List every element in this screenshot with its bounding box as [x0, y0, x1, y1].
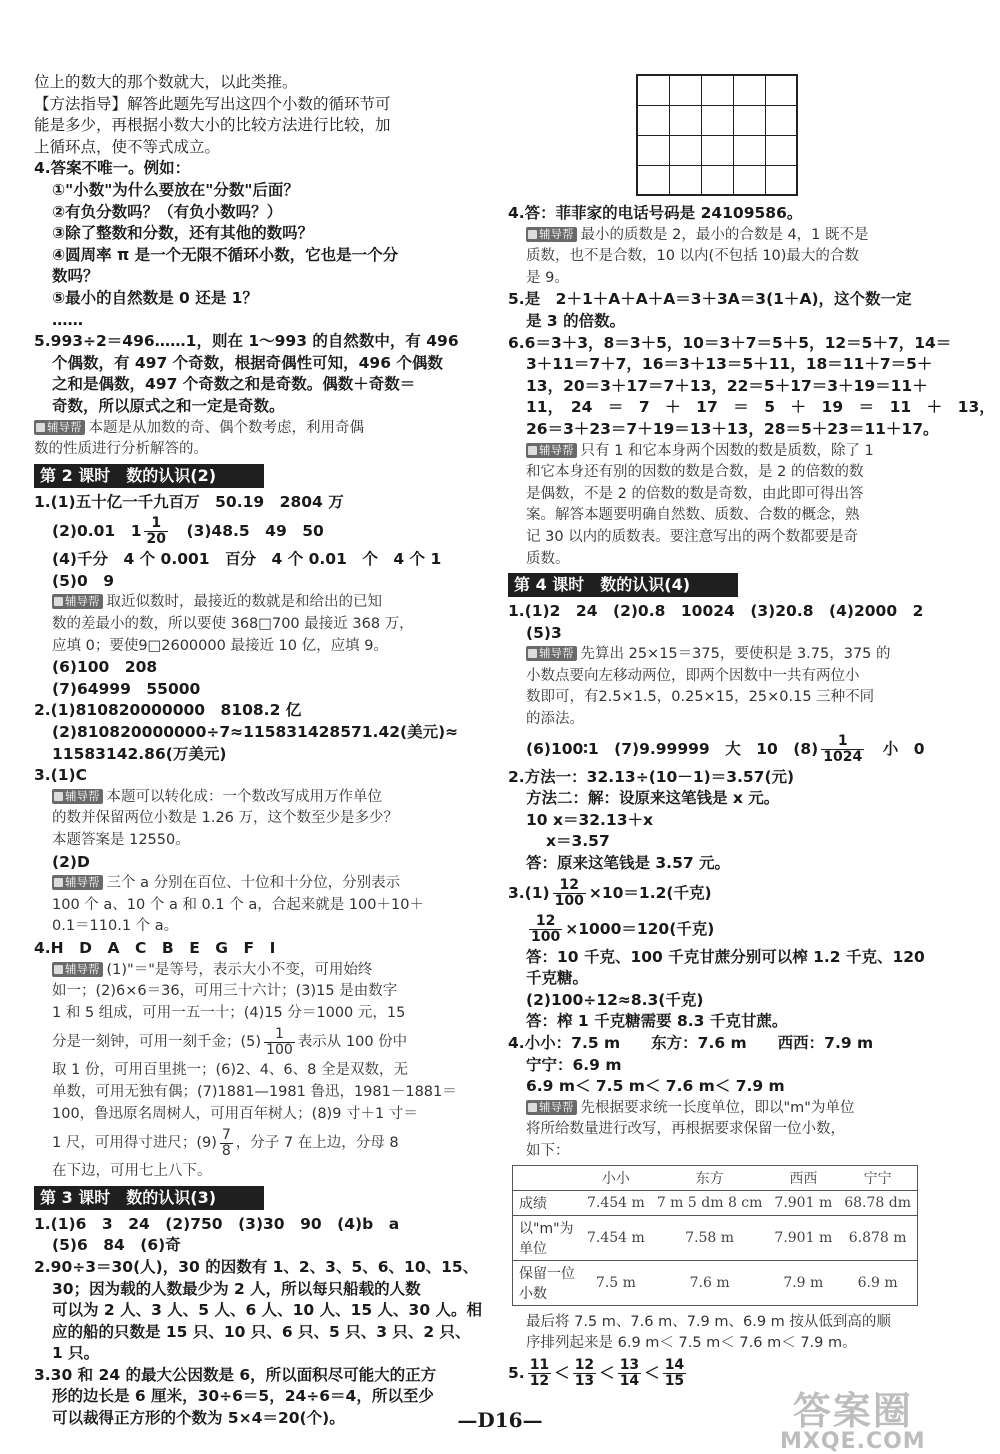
book-icon [36, 423, 45, 432]
text-line: 可以裁得正方形的个数为 5×4＝20(个)。 [52, 1409, 345, 1428]
answer-4: 4.H D A C B E G F I [34, 938, 276, 957]
table-cell: 保留一位小数 [519, 1265, 575, 1302]
text-line: 0.1＝110.1 个 a。 [52, 918, 179, 935]
list-item: 数吗？ [52, 267, 99, 286]
answer-line: (5)3 [526, 623, 562, 642]
text-line: 30；因为载的人数最少为 2 人，所以每只船载的人数 [52, 1279, 421, 1298]
answer-4-heading: 4.答案不唯一。例如： [34, 159, 191, 178]
fraction: $\frac{12}{13}$ [574, 1356, 595, 1389]
text-line: 数即可，有2.5×1.5，0.25×15，25×0.15 三种不同 [526, 689, 875, 706]
text-line: 位上的数大的那个数就大，以此类推。 [34, 73, 298, 91]
answer-3: 3.(1) $\frac{12}{100}$ ×10＝1.2(千克) [508, 876, 712, 909]
helper-note: 辅导帮 只有 1 和它本身两个因数的数是质数，除了 1 [508, 441, 928, 463]
method-guide: 【方法指导】解答此题先写出这四个小数的循环节可 [34, 94, 391, 113]
helper-note: 辅导帮 先根据要求统一长度单位，即以"m"为单位 [508, 1098, 928, 1120]
text-line: 的数并保留两位小数是 1.26 万，这个数至少是多少？ [52, 810, 399, 827]
answer-line: (6)100∶1 (7)9.99999 大 10 (8) $\frac{1}{1024}$ 小 0 [526, 732, 925, 765]
text-line: 质数。 [526, 550, 570, 567]
text-line: 取 1 份，可用百里挑一；(6)2、4、6、8 全是双数，无 [52, 1062, 408, 1079]
list-item: ②有负分数吗？（有负小数吗？） [52, 202, 283, 221]
text-line: 答：10 千克、100 千克甘蔗分别可以榨 1.2 千克、120 [526, 947, 925, 966]
table-cell: 西西 [768, 1166, 838, 1191]
helper-note: 辅导帮 最小的质数是 2，最小的合数是 4，1 既不是 [508, 225, 928, 247]
text-line: 1 只。 [52, 1344, 100, 1363]
table-cell: 7.5 m [595, 1274, 636, 1291]
answer-1: 1.(1)2 24 (2)0.8 10024 (3)20.8 (4)2000 2 [508, 602, 924, 621]
fraction: $\frac{1}{20}$ [146, 515, 166, 548]
text-line: 100，鲁迅原名周树人，可用百年树人；(8)9 寸＋1 寸＝ [52, 1105, 418, 1122]
table-cell: 7.901 m [768, 1190, 838, 1215]
text-line: 和它本身还有别的因数的数是合数，是 2 的倍数的数 [526, 464, 864, 481]
text-line: 在下边，可用七上八下。 [52, 1163, 212, 1180]
table-cell: 7.58 m [651, 1215, 769, 1260]
left-column [34, 72, 483, 1430]
list-item: ④圆周率 π 是一个无限不循环小数，它也是一个分 [52, 245, 399, 264]
answer-2: 2.方法一：32.13÷(10－1)＝3.57(元) [508, 767, 795, 786]
text-line: 方法二：解：设原来这笔钱是 x 元。 [526, 789, 780, 808]
table-header-row [513, 1166, 917, 1191]
measurement-table [512, 1165, 918, 1306]
fraction: $\frac{1}{100}$ [266, 1025, 293, 1058]
table-cell: 68.78 dm [838, 1190, 917, 1215]
text-line: 100 个 a、10 个 a 和 0.1 个 a，合起来就是 100＋10＋ [52, 896, 424, 913]
text-line: 1 和 5 组成，可用一五一十；(4)15 分＝1000 元，15 [52, 1004, 406, 1021]
page-number: —D16— [457, 1408, 543, 1432]
table-cell: 7.6 m [689, 1274, 730, 1291]
list-item: ③除了整数和分数，还有其他的数吗？ [52, 224, 314, 243]
text-line: 奇数，所以原式之和一定是奇数。 [52, 396, 285, 415]
helper-badge: 辅导帮 [526, 1100, 577, 1115]
helper-note: 辅导帮 先算出 25×15＝375，要使积是 3.75，375 的 [508, 644, 928, 666]
fraction: $\frac{11}{12}$ [529, 1356, 550, 1389]
text-line: 答：榨 1 千克糖需要 8.3 千克甘蔗。 [526, 1012, 788, 1031]
fraction: $\frac{12}{100}$ [531, 912, 561, 945]
watermark-logo: 答案圈 MXQE.COM [780, 1389, 926, 1454]
helper-badge: 辅导帮 [526, 227, 577, 242]
helper-badge: 辅导帮 [526, 646, 577, 661]
answer-2: 2.90÷3＝30(人)，30 的因数有 1、2、3、5、6、10、15、 [34, 1257, 479, 1276]
text-line: 小数点要向左移动两位，即两个因数中一共有两位小 [526, 667, 860, 684]
answer-6: 6.6＝3＋3，8＝3＋5，10＝3＋7＝5＋5，12＝5＋7，14＝ [508, 333, 952, 352]
fraction: $\frac{13}{14}$ [619, 1356, 640, 1389]
text-line: 应的船的只数是 15 只、10 只、6 只、5 只、3 只、2 只、 [52, 1322, 471, 1341]
equation: 10 x＝32.13＋x [526, 810, 653, 829]
text-line: 宁宁：6.9 m [526, 1055, 622, 1074]
book-icon [528, 230, 537, 239]
text-line: 13，20＝3＋17＝7＋13，22＝5＋17＝3＋19＝11＋ [526, 376, 928, 395]
answer-line: (2)810820000000÷7≈115831428571.42(美元)≈ [52, 723, 459, 742]
fraction: $\frac{12}{100}$ [554, 876, 584, 909]
list-item: ⑤最小的自然数是 0 还是 1？ [52, 288, 258, 307]
table-cell [513, 1166, 581, 1191]
text-line: 千克糖。 [526, 969, 589, 988]
book-icon [528, 1103, 537, 1112]
text-line: 11， 24 ＝ 7 ＋ 17 ＝ 5 ＋ 19 ＝ 11 ＋ 13， [526, 398, 995, 417]
fraction: $\frac{7}{8}$ [221, 1126, 231, 1159]
helper-badge: 辅导帮 [526, 443, 577, 458]
section-header-lesson-2: 第 2 课时 数的认识(2) [34, 464, 264, 488]
answer-line: (2)D [52, 852, 90, 871]
table-cell: 成绩 [513, 1190, 581, 1215]
table-cell: 东方 [651, 1166, 769, 1191]
text-line: 数的差最小的数，所以要使 368□700 最接近 368 万， [52, 616, 414, 633]
answer-2: 2.(1)810820000000 8108.2 亿 [34, 701, 302, 720]
answer-1: 1.(1)五十亿一千九百万 50.19 2804 万 [34, 492, 344, 511]
helper-badge: 辅导帮 [52, 594, 103, 609]
answer-5: 5.是 2＋1＋A＋A＋A＝3＋3A＝3(1＋A)，这个数一定 [508, 290, 912, 309]
text-line: 能是多少，再根据小数大小的比较方法进行比较，加 [34, 116, 391, 135]
answer-line: (5)0 9 [52, 571, 115, 590]
answer-line: (4)千分 4 个 0.001 百分 4 个 0.01 个 4 个 1 [52, 550, 442, 569]
answer-line: (2)0.01 1 $\frac{1}{20}$ (3)48.5 49 50 [52, 515, 324, 548]
helper-note: 辅导帮 本题是从加数的奇、偶个数考虑，利用奇偶 [34, 418, 464, 440]
table-row [513, 1190, 917, 1215]
book-icon [528, 649, 537, 658]
book-icon [54, 597, 63, 606]
text-line: 如一；(2)6×6＝36，可用三十六计；(3)15 是由数字 [52, 983, 398, 1000]
table-cell: 7.9 m [783, 1274, 824, 1291]
answer-5: 5.993÷2＝496……1，则在 1～993 的自然数中，有 496 [34, 332, 459, 351]
text-line: 之和是偶数，497 个奇数之和是奇数。偶数＋奇数＝ [52, 375, 416, 394]
book-icon [54, 965, 63, 974]
right-column [508, 203, 995, 1391]
fraction: $\frac{14}{15}$ [664, 1356, 685, 1389]
text-line: 的添法。 [526, 711, 584, 728]
helper-note: 辅导帮 三个 a 分别在百位、十位和十分位，分别表示 [34, 873, 464, 895]
answer-3: 3.30 和 24 的最大公因数是 6，所以面积尽可能大的正方 [34, 1365, 437, 1384]
text-line: 案。解答本题要明确自然数、质数、合数的概念，熟 [526, 507, 860, 524]
helper-note: 辅导帮 (1)"＝"是等号，表示大小不变，可用始终 [34, 960, 464, 982]
answer-line: (5)6 84 (6)奇 [52, 1236, 181, 1255]
table-cell: 7.454 m [581, 1190, 651, 1215]
section-header-lesson-3: 第 3 课时 数的认识(3) [34, 1186, 264, 1210]
text-line: 可以为 2 人、3 人、5 人、6 人、10 人、15 人、30 人。相 [52, 1301, 483, 1320]
answer-3: 3.(1)C [34, 766, 88, 785]
text-line: 是偶数，不是 2 的倍数的数是奇数，由此即可得出答 [526, 485, 864, 502]
table-cell: 以"m"为单位 [513, 1215, 581, 1260]
answer-line: (7)64999 55000 [52, 679, 201, 698]
text-line: 6.9 m＜ 7.5 m＜ 7.6 m＜ 7.9 m [526, 1077, 785, 1096]
text-line: 上循环点，使不等式成立。 [34, 137, 221, 156]
ellipsis: …… [52, 310, 83, 329]
text-line: 26＝3＋23＝7＋19＝13＋13，28＝5＋23＝11＋17。 [526, 419, 939, 438]
text-line: 质数，也不是合数，10 以内(不包括 10)最大的合数 [526, 248, 859, 265]
table-cell: 7 m 5 dm 8 cm [651, 1190, 769, 1215]
answer-1: 1.(1)6 3 24 (2)750 (3)30 90 (4)b a [34, 1214, 400, 1233]
helper-note: 辅导帮 本题可以转化成：一个数改写成用万作单位 [34, 787, 464, 809]
table-cell: 7.901 m [768, 1215, 838, 1260]
helper-badge: 辅导帮 [52, 875, 103, 890]
text-line: (2)100÷12≈8.3(千克) [526, 990, 704, 1009]
section-header-lesson-4: 第 4 课时 数的认识(4) [508, 573, 738, 597]
table-cell: 小小 [581, 1166, 651, 1191]
helper-badge: 辅导帮 [34, 420, 85, 435]
answer-4: 4.小小：7.5 m 东方：7.6 m 西西：7.9 m [508, 1034, 874, 1052]
text-line: 单数，可用无独有偶；(7)1881—1981 鲁迅，1981－1881＝ [52, 1083, 457, 1100]
list-item: ①"小数"为什么要放在"分数"后面？ [52, 180, 299, 199]
answer-line: 11583142.86(万美元) [52, 744, 227, 763]
helper-badge: 辅导帮 [52, 962, 103, 977]
equation: x＝3.57 [546, 832, 610, 851]
table-cell: 6.878 m [838, 1215, 917, 1260]
table-cell: 7.454 m [581, 1215, 651, 1260]
text-line: 序排列起来是 6.9 m＜ 7.5 m＜ 7.6 m＜ 7.9 m。 [526, 1335, 857, 1352]
text-line: 形的边长是 6 厘米，30÷6＝5，24÷6＝4，所以至少 [52, 1387, 434, 1406]
fraction: $\frac{1}{1024}$ [823, 732, 863, 765]
helper-badge: 辅导帮 [52, 789, 103, 804]
text-line: 个偶数，有 497 个奇数，根据奇偶性可知，496 个偶数 [52, 353, 443, 372]
text-line: 记 30 以内的质数表。要注意写出的两个数都要是奇 [526, 528, 859, 545]
grid-line [638, 135, 796, 136]
answer-line: $\frac{12}{100}$ ×1000＝120(千克) [531, 912, 715, 945]
text-line: 数的性质进行分析解答的。 [34, 441, 208, 458]
answer-line: (6)100 208 [52, 658, 158, 677]
book-icon [54, 878, 63, 887]
text-line: 1 尺，可用得寸进尺；(9) $\frac{7}{8}$ ，分子 7 在上边，分母 8 [52, 1126, 399, 1159]
book-icon [528, 446, 537, 455]
answer-5: 5. $\frac{11}{12}$ ＜ $\frac{12}{13}$ ＜ $\frac{13}{14}$ ＜ $\frac{14}{15}$ [508, 1356, 685, 1389]
answer-4: 4.答：菲菲家的电话号码是 24109586。 [508, 204, 803, 222]
text-line: 答：原来这笔钱是 3.57 元。 [526, 854, 731, 873]
text-line: 如下： [526, 1142, 570, 1159]
book-icon [54, 792, 63, 801]
text-line: 是 3 的倍数。 [526, 311, 626, 330]
text-line: 3＋11＝7＋7，16＝3＋13＝5＋11，18＝11＋7＝5＋ [526, 355, 933, 374]
grid-line [638, 105, 796, 106]
table-row [513, 1260, 917, 1305]
table-row [513, 1215, 917, 1260]
text-line: 将所给数量进行改写，再根据要求保留一位小数， [526, 1121, 845, 1138]
text-line: 本题答案是 12550。 [52, 832, 190, 848]
table-cell: 宁宁 [838, 1166, 917, 1191]
table-cell: 6.9 m [857, 1274, 898, 1291]
helper-note: 辅导帮 取近似数时，最接近的数就是和给出的已知 [34, 592, 464, 614]
text-line: 应填 0；要使9□2600000 最接近 10 亿，应填 9。 [52, 637, 388, 654]
grid-figure [636, 74, 798, 196]
grid-line [638, 165, 796, 166]
text-line: 分是一刻钟，可用一刻千金；(5) $\frac{1}{100}$ 表示从 100 份中 [52, 1025, 408, 1058]
text-line: 是 9。 [526, 269, 569, 286]
text-line: 最后将 7.5 m、7.6 m、7.9 m、6.9 m 按从低到高的顺 [526, 1313, 891, 1330]
